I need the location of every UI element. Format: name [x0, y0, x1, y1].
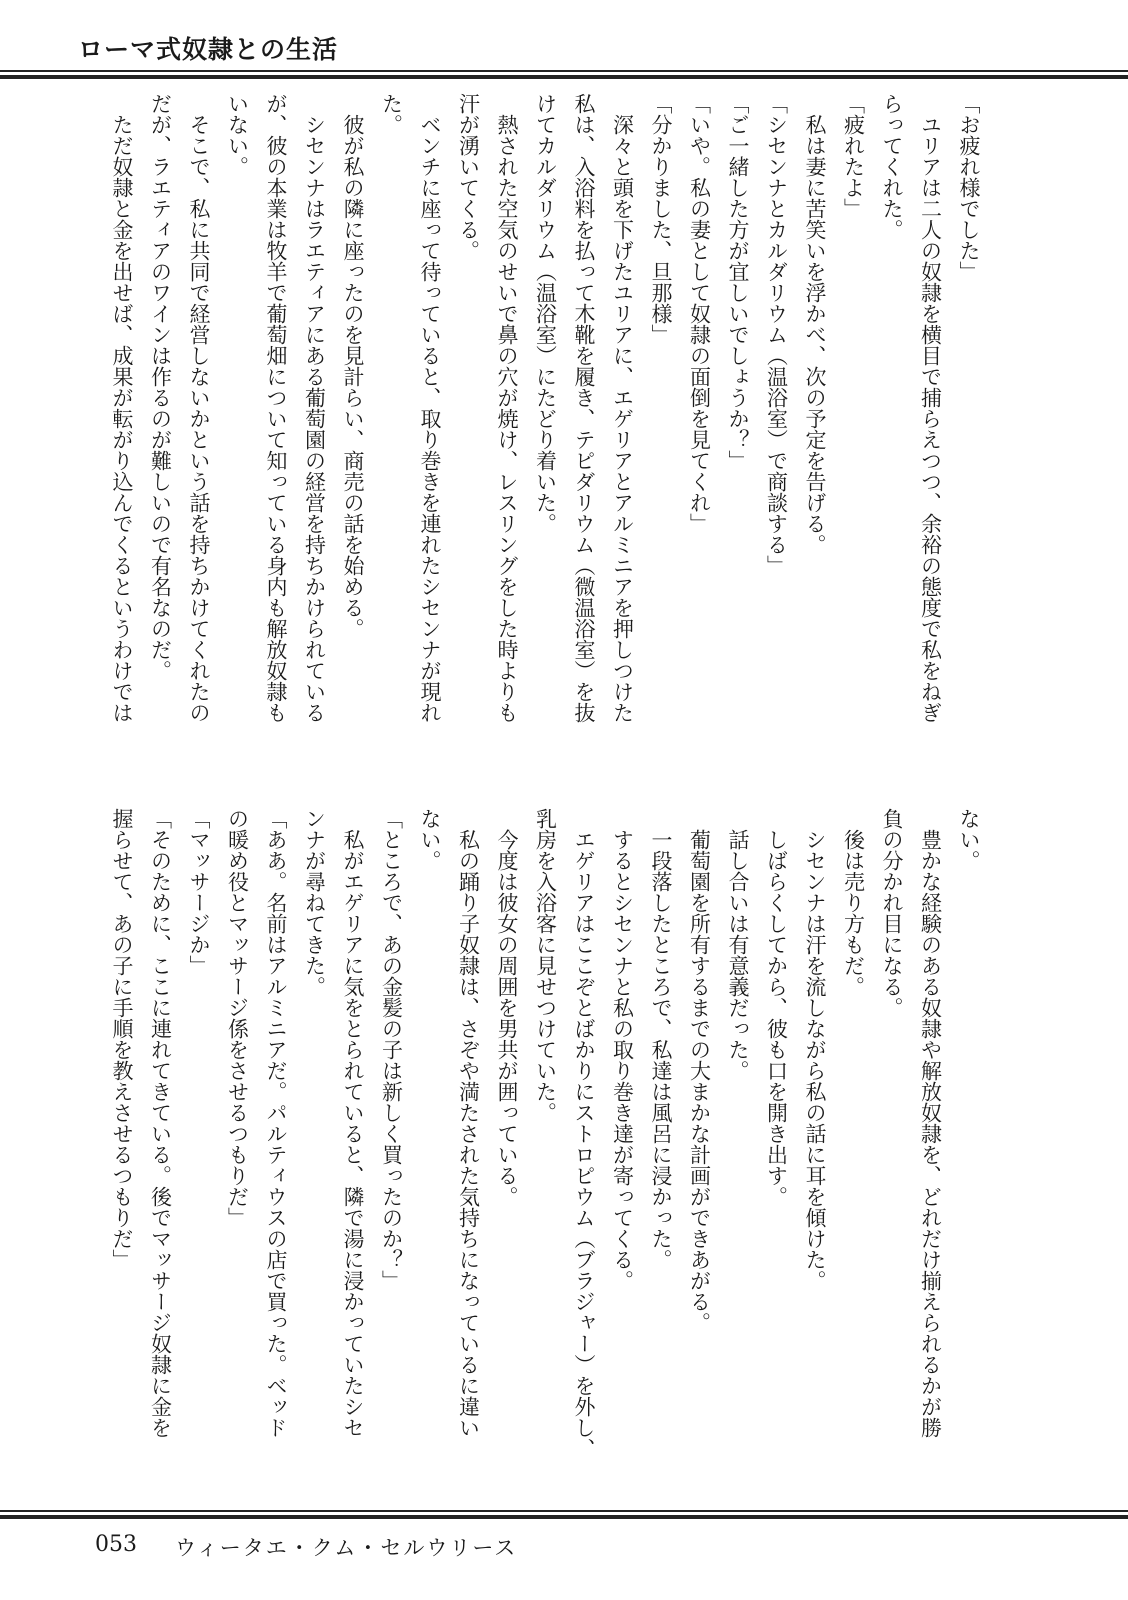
text-column: 後は売り方もだ。	[841, 808, 866, 997]
text-column: 葡萄園を所有するまでの大まかな計画ができあがる。	[687, 808, 712, 1333]
text-column: 「シセンナとカルダリウム（温浴室）で商談する」	[764, 93, 789, 576]
text-column: が、彼の本業は牧羊で葡萄畑について知っている身内も解放奴隷も	[264, 93, 288, 723]
text-column: シセンナはラエティアにある葡萄園の経営を持ちかけられている	[302, 93, 327, 723]
text-column: しばらくしてから、彼も口を開き出す。	[764, 808, 789, 1207]
text-column: 話し合いは有意義だった。	[726, 808, 750, 1081]
text-column: ただ奴隷と金を出せば、成果が転がり込んでくるというわけでは	[110, 93, 134, 723]
text-column: 汗が湧いてくる。	[456, 93, 481, 261]
text-column: 熱された空気のせいで鼻の穴が焼け、レスリングをした時よりも	[495, 93, 519, 723]
text-column: エゲリアはここぞとばかりにストロピウム（ブラジャー）を外し、	[572, 808, 596, 1459]
page-number: 053	[95, 1532, 137, 1557]
footer-double-rule	[0, 1510, 1128, 1519]
text-block-lower	[102, 808, 988, 1459]
text-column: 「ご一緒した方が宜しいでしょうか？」	[726, 93, 750, 471]
text-column: 「ところで、あの金髪の子は新しく買ったのか？」	[379, 808, 404, 1291]
text-column: いない。	[225, 93, 250, 177]
header-double-rule	[0, 70, 1128, 79]
text-column: 私は妻に苦笑いを浮かべ、次の予定を告げる。	[803, 93, 827, 555]
text-column: けてカルダリウム（温浴室）にたどり着いた。	[533, 93, 558, 534]
text-column: 私がエゲリアに気をとられていると、隣で湯に浸かっていたシセ	[341, 808, 365, 1438]
text-column: た。	[379, 93, 404, 135]
text-column: 「ああ。名前はアルミニアだ。パルティウスの店で買った。ベッド	[264, 808, 288, 1438]
text-column: 今度は彼女の周囲を男共が囲っている。	[495, 808, 519, 1207]
text-column: 「お疲れ様でした」	[957, 93, 981, 282]
text-column: 「マッサージか」	[187, 808, 211, 976]
text-column: 「疲れたよ」	[841, 93, 866, 219]
text-column: 「いや。私の妻として奴隷の面倒を見てくれ」	[687, 93, 712, 534]
text-column: らってくれた。	[880, 93, 904, 240]
running-header-title: ローマ式奴隷との生活	[78, 35, 339, 64]
text-column: 私は、入浴料を払って木靴を履き、テピダリウム（微温浴室）を抜	[572, 93, 596, 723]
text-column: 私の踊り子奴隷は、さぞや満たされた気持ちになっているに違い	[456, 808, 481, 1438]
text-column: そこで、私に共同で経営しないかという話を持ちかけてくれたの	[187, 93, 211, 723]
text-column: 深々と頭を下げたユリアに、エゲリアとアルミニアを押しつけた	[610, 93, 635, 723]
text-column: ユリアは二人の奴隷を横目で捕らえつつ、余裕の態度で私をねぎ	[918, 93, 943, 723]
text-column: 彼が私の隣に座ったのを見計らい、商売の話を始める。	[341, 93, 365, 639]
text-column: シセンナは汗を流しながら私の話に耳を傾けた。	[803, 808, 827, 1291]
text-column: ない。	[957, 808, 981, 871]
text-column: 「そのために、ここに連れてきている。後でマッサージ奴隷に金を	[148, 808, 173, 1438]
text-column: 一段落したところで、私達は風呂に浸かった。	[649, 808, 673, 1270]
text-column: ない。	[418, 808, 442, 871]
footer-book-title: ウィータエ・クム・セルウリース	[175, 1536, 518, 1560]
text-column: だが、ラエティアのワインは作るのが難しいので有名なのだ。	[148, 93, 173, 681]
text-column: 負の分かれ目になる。	[880, 808, 904, 1018]
text-column: するとシセンナと私の取り巻き達が寄ってくる。	[610, 808, 635, 1291]
text-column: ベンチに座って待っていると、取り巻きを連れたシセンナが現れ	[418, 93, 442, 723]
text-block-upper	[102, 93, 988, 733]
text-column: 乳房を入浴客に見せつけていた。	[533, 808, 558, 1123]
text-column: 「分かりました、旦那様」	[649, 93, 673, 345]
text-column: の暖め役とマッサージ係をさせるつもりだ」	[225, 808, 250, 1228]
text-column: 握らせて、あの子に手順を教えさせるつもりだ」	[110, 808, 134, 1270]
text-column: ンナが尋ねてきた。	[302, 808, 327, 997]
text-column: 豊かな経験のある奴隷や解放奴隷を、どれだけ揃えられるかが勝	[918, 808, 943, 1438]
